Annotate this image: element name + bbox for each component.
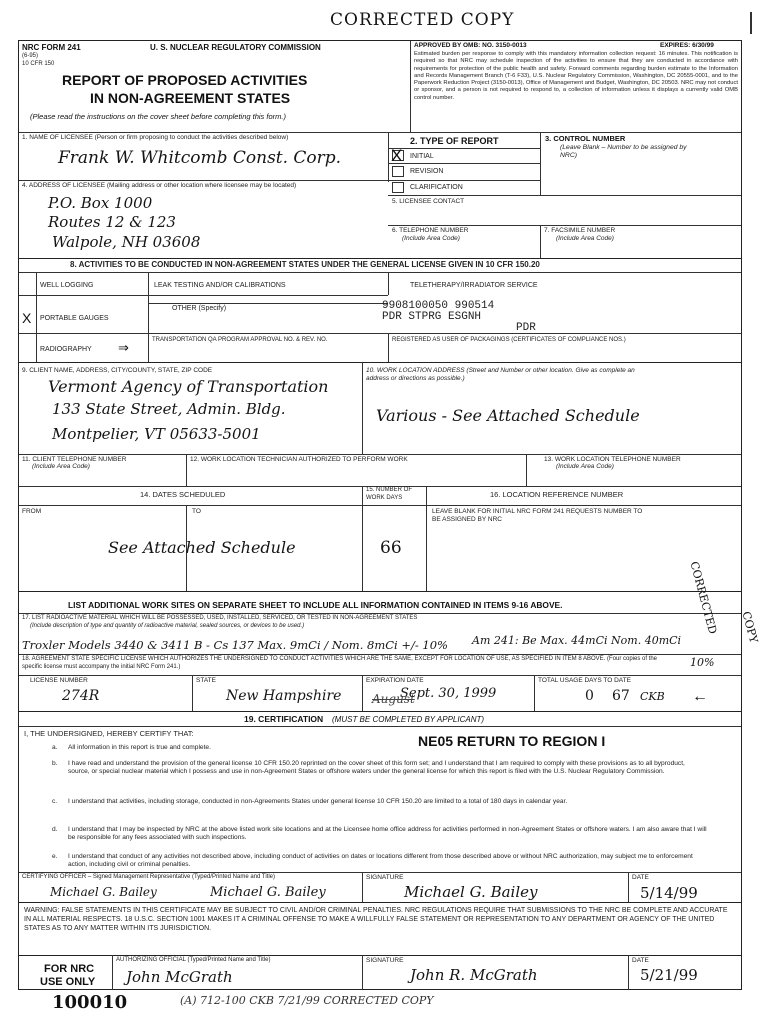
licensee-name-value: Frank W. Whitcomb Const. Corp. xyxy=(58,148,342,168)
cert-a: All information in this report is true and complete. xyxy=(68,744,211,751)
nrc-date: 5/21/99 xyxy=(640,966,698,984)
work-days-value: 66 xyxy=(380,538,402,558)
cert-b: I have read and understand the provision of the general license 10 CFR 150.20 reprinted on the cover sheet of this form set; and I understand that I am required to comply with these provisions as to all byproduct, source, or special nuclear material which I possess and use in non-Agreement States or offshore waters under the general license for which this report is filed with the U.S. Nuclear Regulatory Commission. xyxy=(68,760,685,775)
license-number-label: LICENSE NUMBER xyxy=(30,677,88,684)
dates-to-label: TO xyxy=(192,508,201,515)
licensee-address-line3: Walpole, NH 03608 xyxy=(52,233,201,251)
client-phone-label: 11. CLIENT TELEPHONE NUMBER xyxy=(22,456,127,463)
license-number-value: 274R xyxy=(62,688,100,704)
revision-checkbox[interactable] xyxy=(392,166,404,177)
applicant-signature: Michael G. Bailey xyxy=(404,883,538,901)
stamp-number: 100010 xyxy=(52,992,128,1013)
total-usage-label: TOTAL USAGE DAYS TO DATE xyxy=(538,677,631,684)
technician-label: 12. WORK LOCATION TECHNICIAN AUTHORIZED TO PERFORM WORK xyxy=(190,456,408,463)
state-label: STATE xyxy=(196,677,216,684)
client-line2: 133 State Street, Admin. Bldg. xyxy=(52,400,286,418)
bottom-note: (A) 712-100 CKB 7/21/99 CORRECTED COPY xyxy=(180,994,434,1007)
certification-note: (MUST BE COMPLETED BY APPLICANT) xyxy=(332,715,485,724)
side-corrected-stamp: CORRECTED xyxy=(687,560,720,636)
client-name-label: 9. CLIENT NAME, ADDRESS, CITY/COUNTY, STATE, ZIP CODE xyxy=(22,367,213,374)
client-phone-note: (Include Area Code) xyxy=(32,463,90,470)
registered-user-label: REGISTERED AS USER OF PACKAGINGS (CERTIFICATES OF COMPLIANCE NOS.) xyxy=(392,337,626,343)
licensee-contact-label: 5. LICENSEE CONTACT xyxy=(392,198,465,205)
nrc-date-label: DATE xyxy=(632,957,649,964)
radiography-arrow: ⇒ xyxy=(118,340,129,355)
certify-intro: I, THE UNDERSIGNED, HEREBY CERTIFY THAT: xyxy=(24,729,194,738)
total-usage-old: 0 xyxy=(585,688,594,704)
additional-sites-note: LIST ADDITIONAL WORK SITES ON SEPARATE SHEET TO INCLUDE ALL INFORMATION CONTAINED IN ITEMS 9-16 ABOVE. xyxy=(68,600,563,610)
leak-testing-label: LEAK TESTING AND/OR CALIBRATIONS xyxy=(154,282,286,289)
work-phone-note: (Include Area Code) xyxy=(556,463,614,470)
cert-d: I understand that I may be inspected by NRC at the above listed work site locations and at the Licensee home office address for activities performed in non-Agreement States or offshore waters. I am also aware that I will be responsible for any fees associated with such inspections. xyxy=(68,826,707,841)
agency-name: U. S. NUCLEAR REGULATORY COMMISSION xyxy=(150,43,321,52)
licensee-address-line2: Routes 12 & 123 xyxy=(48,213,176,231)
clarification-checkbox[interactable] xyxy=(392,182,404,193)
cert-b-key: b. xyxy=(52,760,58,767)
nrc-use-label-2: USE ONLY xyxy=(40,976,96,988)
cert-e-key: e. xyxy=(52,853,58,860)
dates-from-label: FROM xyxy=(22,508,42,515)
official-label: AUTHORIZING OFFICIAL (Typed/Printed Name and Title) xyxy=(116,957,271,963)
radiography-label: RADIOGRAPHY xyxy=(40,346,92,353)
arrow-mark: ← xyxy=(692,688,708,705)
burden-statement: Estimated burden per response to comply with this mandatory information collection request: 16 minutes. This notification is required so that NRC may schedule inspection of the activities to ensure that they are conducted in accordance with requirements for protection of the public health and safety. Forward comments regarding burden estimate to the Information and Records Management Branch (T-6 F33), U.S. Nuclear Regulatory Commission, Washington, DC 20555-0001, and to the Paperwork Reduction Project (3150-0013), Office of Management and Budget, Washington, DC 20503. NRC may not conduct or sponsor, and a person is not required to respond to, a collection of information unless it displays a currently valid OMB control number. xyxy=(414,51,738,101)
corrected-copy-stamp: CORRECTED COPY xyxy=(330,10,515,30)
expiration-struck: August xyxy=(372,692,415,706)
omb-expires: EXPIRES: 6/30/99 xyxy=(660,42,714,49)
total-usage-initials: CKB xyxy=(640,690,665,703)
certification-label: 19. CERTIFICATION xyxy=(244,714,324,724)
return-to-region: NE05 RETURN TO REGION I xyxy=(418,733,606,749)
material-model: Troxler Models 3440 & 3411 B xyxy=(22,638,203,652)
agreement-state-label: 18. AGREEMENT STATE SPECIFIC LICENSE WHICH AUTHORIZES THE UNDERSIGNED TO CONDUCT ACTIVITIES WHICH ARE THE SAME, EXCEPT FOR LOCATION OF USE, AS SPECIFIED IN ITEM 8 ABOVE. (Four copies of the specific license must accompany the initial NRC Form 241.) xyxy=(22,656,658,670)
activities-label: 8. ACTIVITIES TO BE CONDUCTED IN NON-AGREEMENT STATES UNDER THE GENERAL LICENSE GIVEN IN 10 CFR 150.20 xyxy=(70,260,540,269)
portable-gauges-label: PORTABLE GAUGES xyxy=(40,315,109,322)
teletherapy-label: TELETHERAPY/IRRADIATOR SERVICE xyxy=(410,282,538,289)
type-of-report-label: 2. TYPE OF REPORT xyxy=(410,136,499,146)
dates-value: See Attached Schedule xyxy=(108,538,296,557)
warning-statement: WARNING: FALSE STATEMENTS IN THIS CERTIFICATE MAY BE SUBJECT TO CIVIL AND/OR CRIMINAL PENALTIES. NRC REGULATIONS REQUIRE THAT SUBMISSIONS TO THE NRC BE COMPLETE AND ACCURATE IN ALL MATERIAL RESPECTS. 18 U.S.C. SECTION 1001 MAKES IT A CRIMINAL OFFENSE TO MAKE A WILLFULLY FALSE STATEMENT OR REPRESENTATION TO ANY DEPARTMENT OR AGENCY OF THE UNITED STATES AS TO ANY MATTER WITHIN ITS JURISDICTION. xyxy=(24,907,728,932)
report-title-1: REPORT OF PROPOSED ACTIVITIES xyxy=(62,72,308,88)
work-location-label: 10. WORK LOCATION ADDRESS (Street and Number or other location. Give as complete an address or directions as possible.) xyxy=(366,367,635,382)
nrc-signature: John R. McGrath xyxy=(410,966,538,984)
expiration-value: Sept. 30, 1999 xyxy=(400,686,497,701)
client-line3: Montpelier, VT 05633-5001 xyxy=(52,425,261,443)
expiration-label: EXPIRATION DATE xyxy=(366,677,424,684)
officer-signature-mark: Michael G. Bailey xyxy=(50,885,157,899)
work-phone-label: 13. WORK LOCATION TELEPHONE NUMBER xyxy=(544,456,681,463)
signature-label: SIGNATURE xyxy=(366,874,404,881)
instructions-note: (Please read the instructions on the cover sheet before completing this form.) xyxy=(30,112,286,121)
telephone-label: 6. TELEPHONE NUMBER xyxy=(392,227,469,234)
clarification-label: CLARIFICATION xyxy=(410,184,463,191)
licensee-address-line1: P.O. Box 1000 xyxy=(48,194,153,212)
dates-scheduled-label: 14. DATES SCHEDULED xyxy=(140,490,226,499)
form-revision: (6-95) 10 CFR 150 xyxy=(22,53,55,67)
telephone-note: (Include Area Code) xyxy=(402,235,460,242)
cert-c-key: c. xyxy=(52,798,58,805)
report-title-2: IN NON-AGREEMENT STATES xyxy=(90,90,291,106)
docket-number-1: 9908100050 990514 xyxy=(382,300,495,312)
portable-gauges-mark: X xyxy=(22,310,32,326)
initial-label: INITIAL xyxy=(410,153,434,160)
cert-c: I understand that activities, including storage, conducted in non-Agreements States under general license 10 CFR 150.20 are limited to a total of 180 days in calendar year. xyxy=(68,798,568,805)
work-location-value: Various - See Attached Schedule xyxy=(376,406,640,425)
fax-note: (Include Area Code) xyxy=(556,235,614,242)
licensee-address-label: 4. ADDRESS OF LICENSEE (Mailing address or other location where licensee may be located) xyxy=(22,182,297,189)
omb-number: APPROVED BY OMB: NO. 3150-0013 xyxy=(414,42,527,49)
docket-number-3: PDR xyxy=(516,322,536,334)
margin-line xyxy=(750,12,752,34)
material-americium: Am 241: Be Max. 44mCi Nom. 40mCi xyxy=(472,634,682,647)
nrc-signature-label: SIGNATURE xyxy=(366,957,404,964)
radioactive-material-note: (Include description of type and quantity of radioactive material, sealed sources, or devices to be used.) xyxy=(30,623,305,629)
official-name: John McGrath xyxy=(126,968,233,986)
control-number-label: 3. CONTROL NUMBER xyxy=(545,134,626,143)
other-label: OTHER (Specify) xyxy=(172,305,227,312)
date-value: 5/14/99 xyxy=(640,884,698,902)
officer-label: CERTIFYING OFFICER – Signed Management Representative (Typed/Printed Name and Title) xyxy=(22,874,275,880)
date-label: DATE xyxy=(632,874,649,881)
radioactive-material-label: 17. LIST RADIOACTIVE MATERIAL WHICH WILL BE POSSESSED, USED, INSTALLED, SERVICED, OR TESTED IN NON-AGREEMENT STATES xyxy=(22,615,418,621)
officer-name: Michael G. Bailey xyxy=(210,885,326,900)
licensee-name-label: 1. NAME OF LICENSEE (Person or firm proposing to conduct the activities described below) xyxy=(22,134,289,141)
material-cesium: - Cs 137 Max. 9mCi / Nom. 8mCi +/- 10% xyxy=(206,638,448,652)
client-line1: Vermont Agency of Transportation xyxy=(48,377,329,396)
nrc-use-label-1: FOR NRC xyxy=(44,963,95,975)
docket-number-2: PDR STPRG ESGNH xyxy=(382,311,482,323)
form-number: NRC FORM 241 xyxy=(22,43,81,52)
pct-note: 10% xyxy=(690,656,715,669)
initial-mark: X xyxy=(391,146,403,165)
location-ref-label: 16. LOCATION REFERENCE NUMBER xyxy=(490,490,624,499)
transport-qa-label: TRANSPORTATION QA PROGRAM APPROVAL NO. & REV. NO. xyxy=(152,337,328,343)
cert-e: I understand that conduct of any activities not described above, including conduct of activities on dates or locations different from those described above or without NRC authorization, may subject me to enforcement action, including civil or criminal penalties. xyxy=(68,853,693,868)
location-ref-note: LEAVE BLANK FOR INITIAL NRC FORM 241 REQUESTS NUMBER TO BE ASSIGNED BY NRC xyxy=(432,508,643,523)
side-copy-stamp: COPY xyxy=(739,610,761,645)
total-usage-new: 67 xyxy=(612,688,630,704)
work-days-label: 15. NUMBER OF WORK DAYS xyxy=(366,487,413,501)
cert-a-key: a. xyxy=(52,744,58,751)
control-number-note: (Leave Blank – Number to be assigned by NRC) xyxy=(560,144,687,159)
revision-label: REVISION xyxy=(410,168,444,175)
well-logging-label: WELL LOGGING xyxy=(40,282,94,289)
cert-d-key: d. xyxy=(52,826,58,833)
state-value: New Hampshire xyxy=(226,688,342,704)
fax-label: 7. FACSIMILE NUMBER xyxy=(544,227,616,234)
